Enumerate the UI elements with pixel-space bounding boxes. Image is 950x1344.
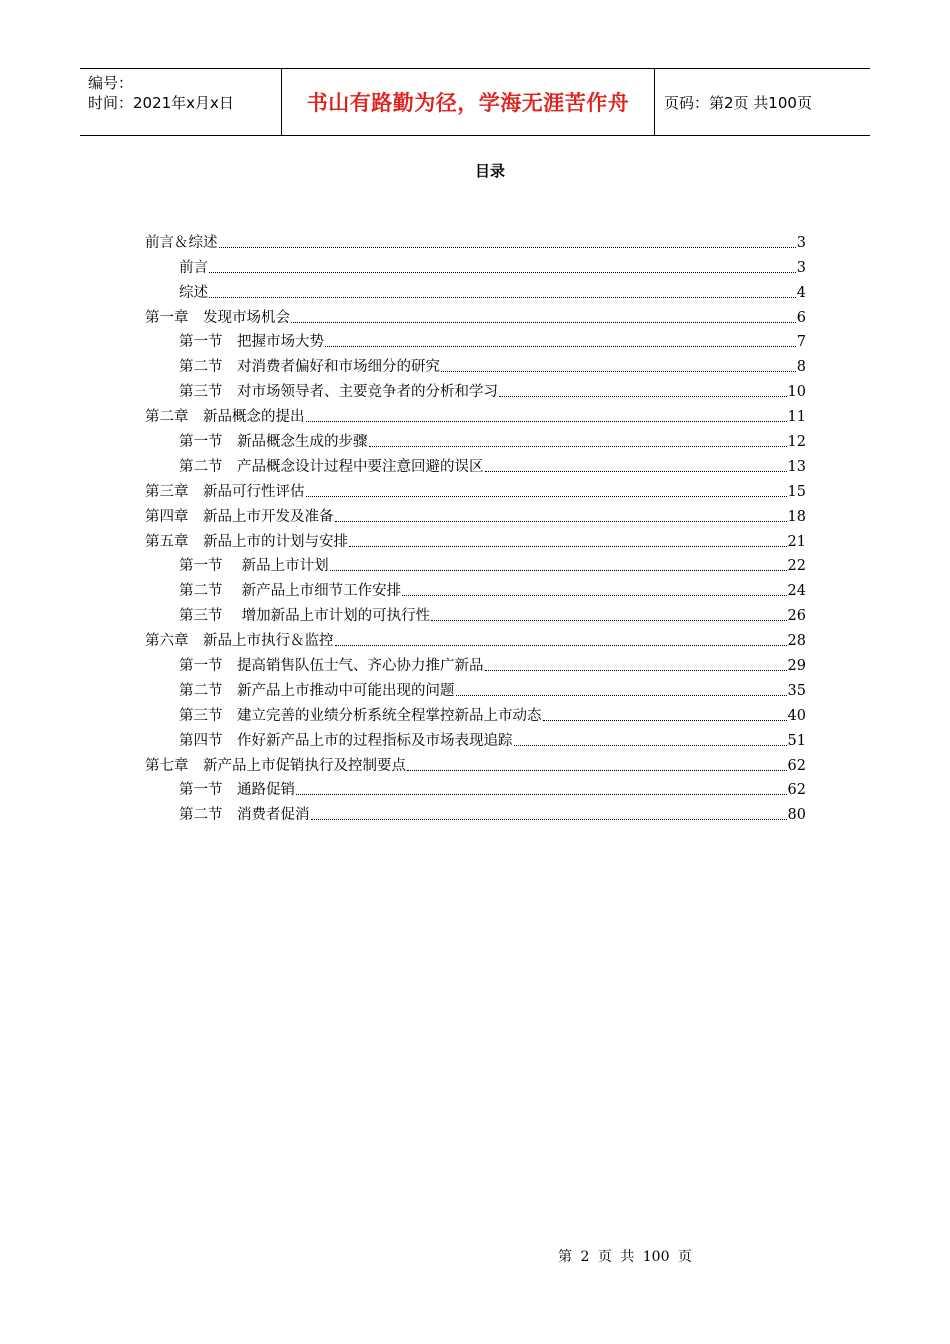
toc-entry-title: 综述	[179, 284, 208, 301]
toc-dot-leader	[330, 569, 787, 571]
toc-entry-page: 18	[787, 508, 806, 525]
toc-entry[interactable]	[145, 452, 806, 477]
toc-entry-title: 第一节 提高销售队伍士气、齐心协力推广新品	[179, 658, 484, 675]
toc-entry-title: 第四章 新品上市开发及准备	[145, 508, 334, 525]
header-motto: 书山有路勤为径，学海无涯苦作舟	[306, 91, 630, 115]
toc-dot-leader	[306, 420, 787, 422]
toc-entry[interactable]	[145, 576, 806, 601]
toc-entry-title: 第五章 新品上市的计划与安排	[145, 533, 348, 550]
toc-title: 目录	[474, 162, 505, 180]
toc-entry-page: 8	[796, 359, 806, 376]
toc-dot-leader	[485, 470, 787, 472]
toc-entry-title: 第二节 消费者促消	[179, 807, 310, 824]
toc-entry-title: 第一节 把握市场大势	[179, 334, 324, 351]
toc-dot-leader	[485, 669, 787, 671]
toc-entry-title: 第二节 新产品上市推动中可能出现的问题	[179, 682, 455, 699]
toc-entry-page: 62	[787, 757, 806, 774]
document-number-label: 编号：	[88, 74, 134, 92]
toc-entry-page: 13	[787, 458, 806, 475]
toc-entry-page: 29	[787, 658, 806, 675]
toc-entry-page: 51	[787, 732, 806, 749]
toc-entry[interactable]	[145, 477, 806, 502]
toc-entry-title: 第一节 通路促销	[179, 782, 295, 799]
toc-dot-leader	[219, 246, 796, 248]
toc-dot-leader	[291, 321, 796, 323]
header-meta	[88, 73, 278, 113]
toc-entry[interactable]	[145, 278, 806, 303]
toc-dot-leader	[369, 445, 787, 447]
toc-entry[interactable]	[145, 626, 806, 651]
toc-entry-title: 前言＆综述	[145, 234, 218, 251]
toc-entry-title: 第二章 新品概念的提出	[145, 409, 305, 426]
toc-entry-title: 第三节 增加新品上市计划的可执行性	[179, 608, 431, 625]
toc-entry[interactable]	[145, 552, 806, 577]
toc-dot-leader	[296, 793, 787, 795]
toc-entry[interactable]	[145, 701, 806, 726]
toc-entry[interactable]	[145, 601, 806, 626]
toc-dot-leader	[335, 520, 787, 522]
toc-entry-title: 第二节 新产品上市细节工作安排	[179, 583, 402, 600]
toc-dot-leader	[335, 644, 787, 646]
toc-entry[interactable]	[145, 651, 806, 676]
toc-dot-leader	[431, 619, 786, 621]
header-divider	[654, 69, 655, 135]
toc-entry[interactable]	[145, 402, 806, 427]
toc-dot-leader	[456, 694, 787, 696]
toc-entry-page: 62	[787, 782, 806, 799]
toc-dot-leader	[349, 545, 787, 547]
toc-entry-title: 第三章 新品可行性评估	[145, 483, 305, 500]
toc-dot-leader	[407, 769, 787, 771]
toc-entry-title: 第一节 新品上市计划	[179, 558, 329, 575]
toc-dot-leader	[311, 818, 787, 820]
toc-dot-leader	[543, 719, 787, 721]
toc-entry-title: 前言	[179, 259, 208, 276]
toc-entry[interactable]	[145, 502, 806, 527]
toc-entry-page: 15	[787, 483, 806, 500]
toc-entry-page: 3	[796, 234, 806, 251]
toc-entry[interactable]	[145, 427, 806, 452]
toc-entry-page: 35	[787, 682, 806, 699]
toc-entry-page: 4	[796, 284, 806, 301]
toc-entry-page: 6	[796, 309, 806, 326]
toc-entry-title: 第一章 发现市场机会	[145, 309, 290, 326]
toc-entry-title: 第二节 对消费者偏好和市场细分的研究	[179, 359, 440, 376]
toc-dot-leader	[306, 495, 787, 497]
page-header	[80, 68, 870, 136]
toc-entry-title: 第三节 对市场领导者、主要竞争者的分析和学习	[179, 384, 498, 401]
toc-entry-page: 12	[787, 434, 806, 451]
document-date: 时间：2021年x月x日	[88, 94, 234, 112]
toc-entry[interactable]	[145, 377, 806, 402]
toc-entry-page: 10	[787, 384, 806, 401]
toc-entry-title: 第六章 新品上市执行＆监控	[145, 633, 334, 650]
toc-entry-page: 7	[796, 334, 806, 351]
toc-entry-title: 第二节 产品概念设计过程中要注意回避的误区	[179, 458, 484, 475]
toc-entry-title: 第四节 作好新产品上市的过程指标及市场表现追踪	[179, 732, 513, 749]
toc-dot-leader	[514, 744, 787, 746]
toc-entry-page: 22	[787, 558, 806, 575]
toc-entry-title: 第三节 建立完善的业绩分析系统全程掌控新品上市动态	[179, 707, 542, 724]
toc-entry[interactable]	[145, 228, 806, 253]
header-page-info: 页码：第2页 共100页	[664, 93, 812, 112]
toc-entry-title: 第一节 新品概念生成的步骤	[179, 434, 368, 451]
toc-dot-leader	[209, 296, 796, 298]
toc-entry[interactable]	[145, 776, 806, 801]
toc-entry[interactable]	[145, 253, 806, 278]
toc-dot-leader	[325, 345, 796, 347]
toc-entry[interactable]	[145, 726, 806, 751]
toc-entry[interactable]	[145, 352, 806, 377]
toc-entry-page: 26	[787, 608, 806, 625]
toc-entry-page: 40	[787, 707, 806, 724]
toc-entry-page: 11	[787, 409, 806, 426]
toc-dot-leader	[499, 395, 787, 397]
toc-dot-leader	[402, 594, 786, 596]
toc-entry-page: 80	[787, 807, 806, 824]
table-of-contents	[145, 228, 806, 825]
toc-entry[interactable]	[145, 800, 806, 825]
toc-dot-leader	[441, 370, 796, 372]
toc-entry[interactable]	[145, 751, 806, 776]
toc-entry[interactable]	[145, 676, 806, 701]
toc-entry-page: 3	[796, 259, 806, 276]
toc-entry[interactable]	[145, 328, 806, 353]
toc-entry[interactable]	[145, 303, 806, 328]
toc-entry-page: 24	[787, 583, 806, 600]
toc-dot-leader	[209, 271, 796, 273]
toc-entry-title: 第七章 新产品上市促销执行及控制要点	[145, 757, 406, 774]
toc-entry-page: 21	[787, 533, 806, 550]
toc-entry[interactable]	[145, 527, 806, 552]
page-footer: 第 2 页 共 100 页	[558, 1249, 692, 1265]
toc-entry-page: 28	[787, 633, 806, 650]
